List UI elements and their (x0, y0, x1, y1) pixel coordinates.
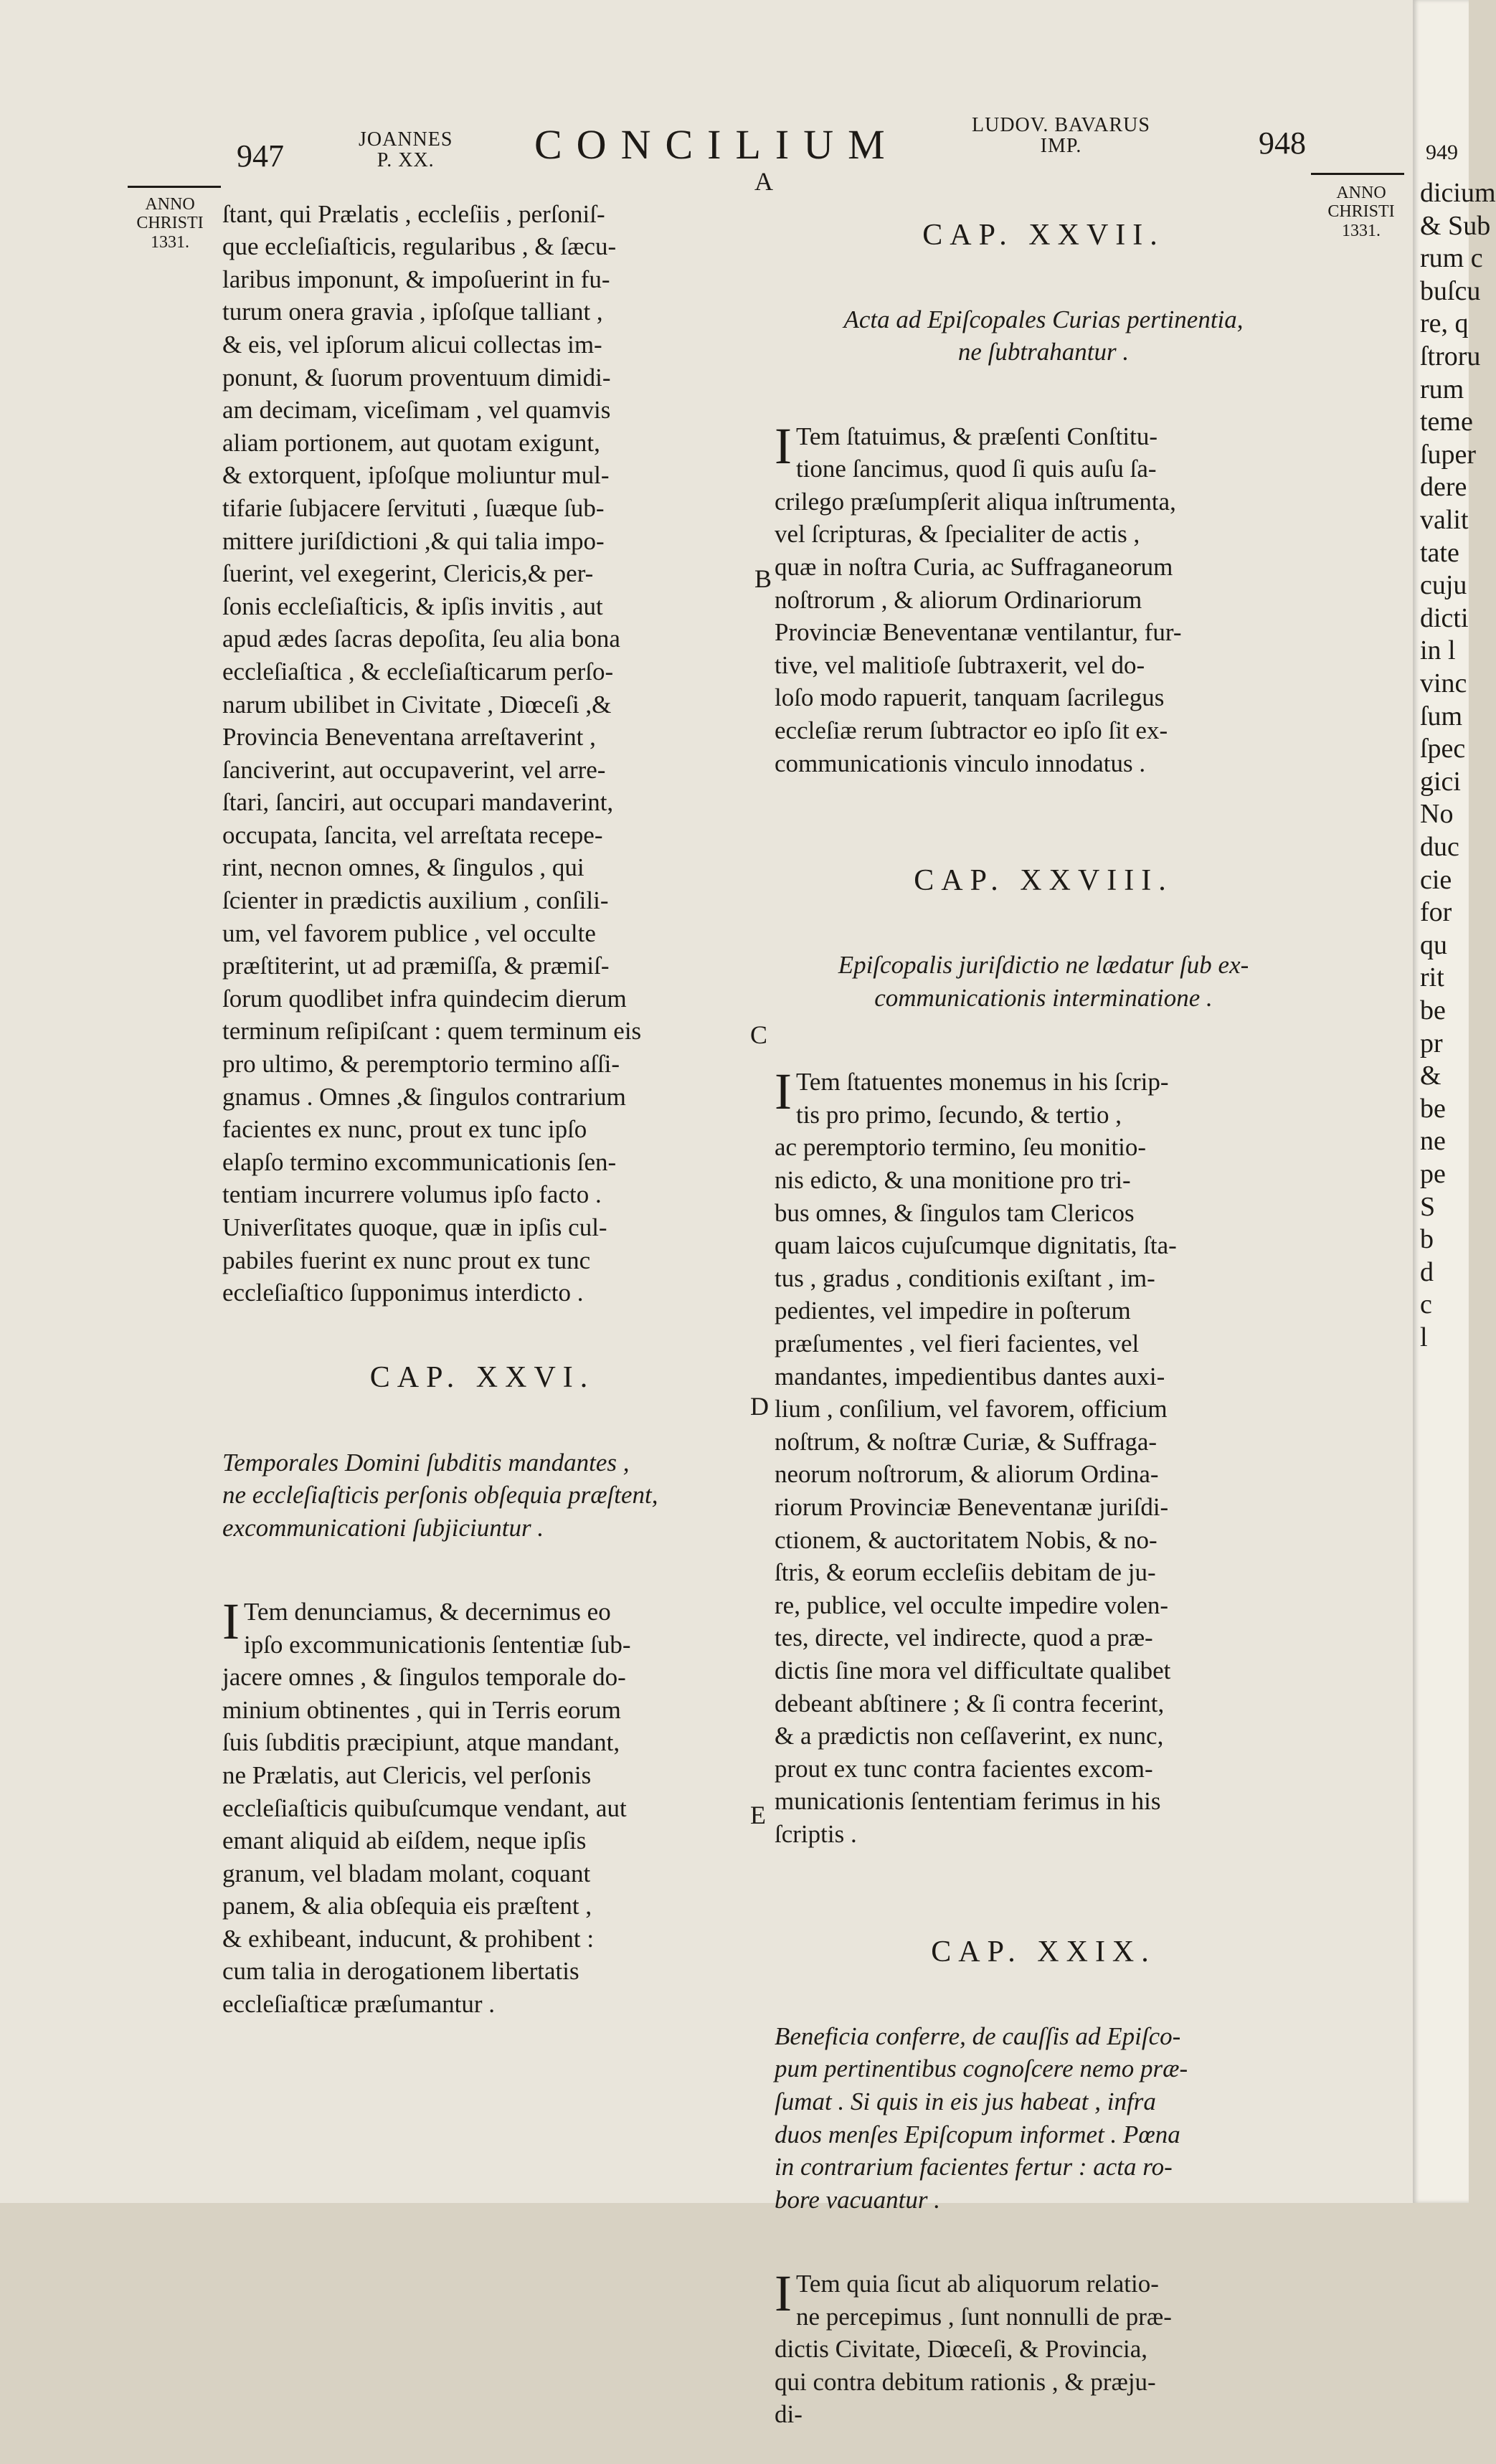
drop-cap: I (775, 2265, 792, 2323)
adjacent-page-fragment: S (1420, 1191, 1436, 1222)
adjacent-page-fragment: d (1420, 1256, 1434, 1287)
adjacent-page-fragment: teme (1420, 407, 1473, 437)
chapter-text-28: Tem ſtatuentes monemus in his ſcrip- tis pro primo, ſecundo, & tertio , ac peremptorio termino, ſeu monitio- nis edicto, & una monitione pro tri- bus omnes, & ſingulos tam Clericos quam laicos cujuſcumque dignitatis, ſta- tus , gradus , conditionis exiſtant , im- pedientes, vel impedire in poſterum præſumentes , vel fieri facientes, vel mandantes, impedientibus dantes auxi- lium , conſilium, vel favorem, officium noſtrum, & noſtræ Curiæ, & Suffraga- neorum noſtrorum, & aliorum Ordina- riorum Provinciæ Beneventanæ juriſdi- ctionem, & auctoritatem Nobis, & no- ſtris, & eorum eccleſiis debitam de ju- re, publice, vel occulte impedire volen- tes, directe, vel indirecte, quod a præ- dictis ſine mora vel difficultate qualibet debeant abſtinere ; & ſi contra fecerint, & a prædictis non ceſſaverint, ex nunc, prout ex tunc contra facientes excom- municationis ſententiam ferimus in his ſcriptis . (775, 1068, 1177, 1848)
anno-christi-left: ANNO CHRISTI 1331. (136, 195, 204, 252)
chapter-summary-27: Acta ad Epiſcopales Curias pertinentia, ne ſubtrahantur . (843, 305, 1244, 366)
anno-christi-right: ANNO CHRISTI 1331. (1327, 184, 1395, 240)
adjacent-page-fragment: ſum (1420, 701, 1463, 731)
drop-cap: I (222, 1592, 240, 1650)
chapter-summary-26: Temporales Domini ſubditis mandantes , ne eccleſiaſticis perſonis obſequia præſtent, excommunicationi ſubjiciuntur . (222, 1448, 658, 1542)
page-title: CONCILIUM (534, 121, 899, 168)
chapter-body-26 (222, 1592, 742, 2021)
adjacent-page-fragment: cuju (1420, 570, 1467, 601)
paragraph-continuation: ſtant, qui Prælatis , eccleſiis , perſoniſ- que eccleſiaſticis, regularibus , & ſæcu- laribus imponunt, & impoſuerint in fu- turum onera gravia , ipſoſque talliant , & eis, vel ipſorum alicui collectas im- ponunt, & ſuorum proventuum dimidi- am decimam, viceſimam , vel quamvis aliam portionem, aut quotam exigunt, & extorquent, ipſoſque moliuntur mul- tifarie ſubjacere ſervituti , ſuæque ſub- mittere juriſdictioni ,& qui talia impo- ſuerint, vel exegerint, Clericis,& per- ſonis eccleſiaſticis, & ipſis invitis , aut apud ædes ſacras depoſita, ſeu alia bona eccleſiaſtica , & eccleſiaſticarum perſo- narum ubilibet in Civitate , Diœceſi ,& Provincia Beneventana arreſtaverint , ſanciverint, aut occupaverint, vel arre- ſtari, ſanciri, aut occupari mandaverint, occupata, ſancita, vel arreſtata recepe- rint, necnon omnes, & ſingulos , qui ſcienter in prædictis auxilium , conſili- um, vel favorem publice , vel occulte præſtiterint, ut ad præmiſſa, & præmiſ- ſorum quodlibet infra quindecim dierum terminum reſipiſcant : quem terminum eis pro ultimo, & peremptorio termino aſſi- gnamus . Omnes ,& ſingulos contrarium facientes ex nunc, prout ex tunc ipſo elapſo termino excommunicationis ſen- tentiam incurrere volumus ipſo facto . Univerſitates quoque, quæ in ipſis cul- pabiles fuerint ex nunc prout ex tunc eccleſiaſtico ſupponimus interdicto . (222, 199, 642, 1307)
adjacent-page-fragment: ſpec (1420, 734, 1466, 764)
adjacent-page-fragment: be (1420, 995, 1446, 1025)
adjacent-page-number: 949 (1426, 141, 1458, 164)
adjacent-page-fragment: be (1420, 1093, 1446, 1124)
chapter-text-26: Tem denunciamus, & decernimus eo ipſo excommunicationis ſententiæ ſub- jacere omnes , & ſingulos temporale do- minium obtinentes , qui in Terris eorum ſuis ſubditis præcipiunt, atque mandant, ne Prælatis, aut Clericis, vel perſonis eccleſiaſticis quibuſcumque vendant, aut emant aliquid ab eiſdem, neque ipſis granum, vel bladam molant, coquant panem, & alia obſequia eis præſtent , & exhibeant, inducunt, & prohibent : cum talia in derogationem libertatis eccleſiaſticæ præſumantur . (222, 1597, 631, 2019)
adjacent-page-fragment: cie (1420, 864, 1452, 895)
adjacent-page-fragment: rum c (1420, 243, 1483, 274)
adjacent-page-fragment: l (1420, 1322, 1428, 1352)
adjacent-page-fragment: No (1420, 799, 1454, 830)
chapter-text-27: Tem ſtatuimus, & præſenti Conſtitu- tione ſancimus, quod ſi quis auſu ſa- crilego præſumpſerit aliqua inſtrumenta, vel ſcripturas, & ſpecialiter de actis , quæ in noſtra Curia, ac Suffraganeorum noſtrorum , & aliorum Ordinariorum Provinciæ Beneventanæ ventilantur, fur- tive, vel malitioſe ſubtraxerit, vel do- loſo modo rapuerit, tanquam ſacrilegus eccleſiæ rerum ſubtractor eo ipſo ſit ex- communicationis vinculo innodatus . (775, 422, 1182, 777)
adjacent-page-fragment: rum (1420, 374, 1464, 404)
adjacent-page-fragment: qu (1420, 929, 1447, 960)
adjacent-page-fragment: c (1420, 1289, 1432, 1320)
chapter-title-26: CAP. XXVI. (369, 1361, 595, 1395)
adjacent-page-fragment: pe (1420, 1159, 1446, 1189)
section-marker-a: A (754, 167, 773, 196)
adjacent-page-fragment: dicium (1420, 178, 1496, 208)
chapter-summary-29: Beneficia conferre, de cauſſis ad Epiſco- pum pertinentibus cognoſcere nemo præ- ſumat . Si quis in eis jus habeat , infra duos menſes Epiſcopum informet . Pœna in contrarium facientes fertur : acta ro- bore vacuantur . (775, 2022, 1188, 2214)
adjacent-page-fragment: gici (1420, 766, 1461, 797)
adjacent-page-fragment: duc (1420, 832, 1459, 862)
section-marker-b: B (754, 564, 772, 593)
adjacent-page-fragment: vinc (1420, 668, 1467, 698)
left-column (222, 165, 742, 2053)
page-number-left: 947 (237, 138, 284, 174)
section-marker-c: C (750, 1020, 768, 1049)
margin-rule-right (1311, 173, 1404, 175)
chapter-title-27: CAP. XXVII. (922, 218, 1165, 252)
adjacent-page-fragment: pr (1420, 1028, 1443, 1058)
adjacent-page-fragment: tate (1420, 537, 1459, 568)
adjacent-page-fragment: dicti (1420, 602, 1469, 633)
adjacent-page-edge (1413, 0, 1496, 2203)
adjacent-page-fragment: dere (1420, 472, 1467, 503)
chapter-text-29: Tem quia ſicut ab aliquorum relatio- ne percepimus , ſunt nonnulli de præ- dictis Civitate, Diœceſi, & Provincia, qui contra debitum rationis , & præju- di- (775, 2270, 1172, 2429)
adjacent-page-fragment: buſcu (1420, 275, 1481, 306)
running-head-right: LUDOV. BAVARUS IMP. (972, 114, 1150, 158)
adjacent-page-fragment: ne (1420, 1126, 1446, 1157)
adjacent-page-fragment: ſtroru (1420, 341, 1481, 371)
section-marker-e: E (750, 1801, 766, 1829)
adjacent-page-fragment: ſuper (1420, 439, 1477, 470)
section-marker-d: D (750, 1392, 769, 1421)
right-column (775, 165, 1312, 2464)
chapter-body-28 (775, 1063, 1312, 1850)
margin-rule-left (128, 186, 221, 188)
chapter-title-28: CAP. XXVIII. (914, 864, 1173, 898)
page-number-right: 948 (1259, 125, 1306, 161)
adjacent-page-fragment: re, q (1420, 308, 1469, 339)
chapter-summary-28: Epiſcopalis juriſdictio ne lædatur ſub ex- communicationis interminatione . (838, 951, 1249, 1013)
adjacent-page-fragment: valit (1420, 505, 1469, 535)
drop-cap: I (775, 1063, 792, 1121)
adjacent-page-fragment: for (1420, 897, 1452, 928)
chapter-title-29: CAP. XXIX. (931, 1935, 1156, 1968)
chapter-body-29 (775, 2265, 1312, 2431)
adjacent-page-fragment: in l (1420, 635, 1456, 666)
drop-cap: I (775, 417, 792, 475)
adjacent-page-fragment: rit (1420, 962, 1444, 993)
adjacent-page-fragment: & Sub (1420, 210, 1491, 241)
running-head-left: JOANNES P. XX. (359, 128, 453, 172)
adjacent-page-fragment: b (1420, 1224, 1434, 1255)
adjacent-page-fragment: & (1420, 1061, 1441, 1091)
chapter-body-27 (775, 417, 1312, 780)
